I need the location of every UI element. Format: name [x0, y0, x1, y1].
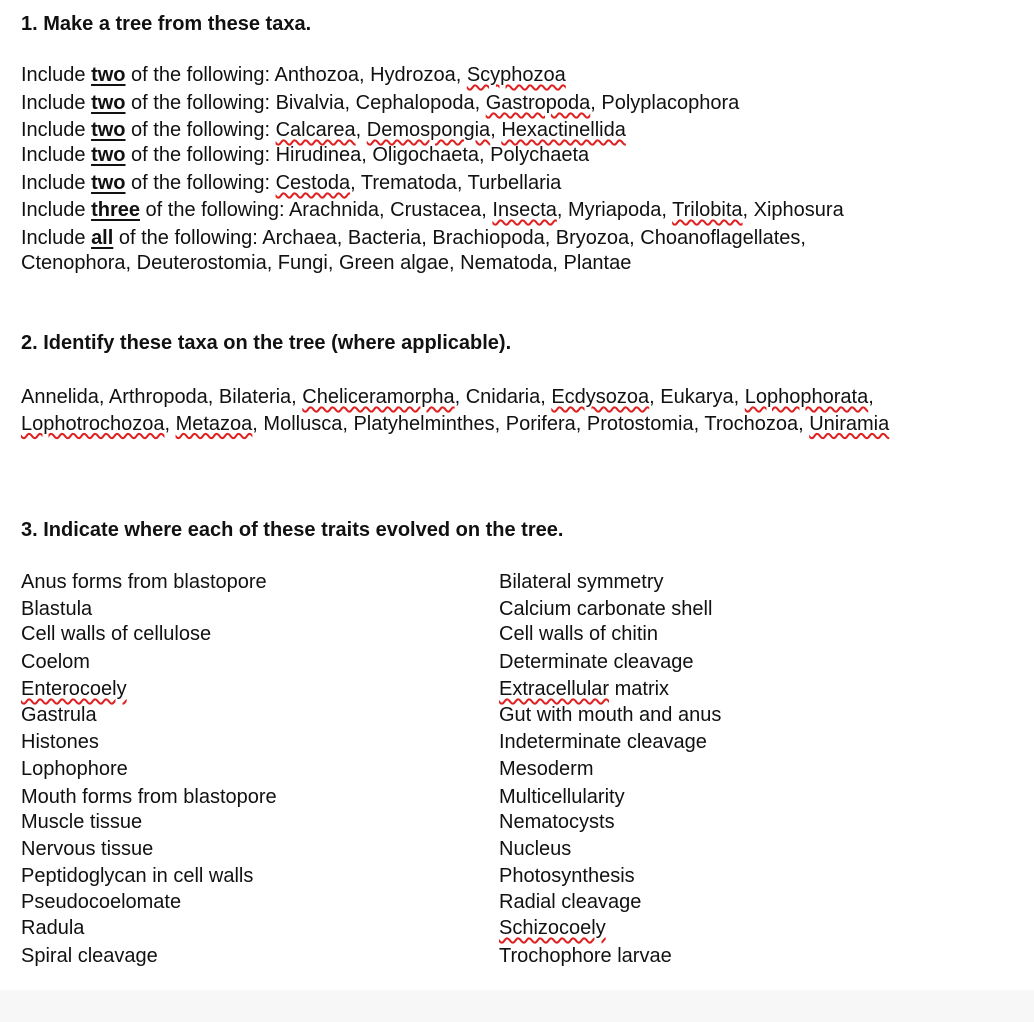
trait-item	[499, 864, 635, 888]
include-line	[21, 91, 739, 115]
quantity-keyword: two	[91, 64, 126, 86]
include-mid: of the following:	[139, 199, 289, 221]
taxon-text: , Eukarya,	[649, 386, 745, 408]
taxa-identify-paragraph	[21, 384, 981, 437]
quantity-keyword: two	[91, 92, 126, 114]
taxon-text: , Mollusca, Platyhelminthes, Porifera, Protostomia, Trochozoa,	[252, 412, 810, 435]
trait-item	[499, 650, 694, 674]
trait-item	[21, 944, 158, 968]
include-line	[21, 226, 921, 276]
taxon-spellcheck-word: Uniramia	[809, 412, 890, 435]
include-prefix: Include	[21, 227, 92, 249]
trait-item	[499, 785, 625, 809]
include-line	[21, 118, 626, 142]
include-line	[21, 63, 566, 87]
trait-item	[21, 890, 181, 914]
trait-item	[499, 570, 663, 594]
include-mid: of the following:	[125, 92, 276, 114]
quantity-keyword: two	[91, 119, 126, 141]
trait-text: Cell walls of cellulose	[21, 623, 212, 645]
taxon-spellcheck-word: Calcarea	[275, 119, 356, 141]
taxon-text: , Xiphosura	[742, 199, 844, 221]
trait-item	[499, 677, 669, 701]
trait-item	[21, 570, 267, 594]
trait-item	[21, 730, 99, 754]
trait-text: Nervous tissue	[21, 838, 154, 860]
trait-text: Anus forms from blastopore	[21, 571, 267, 593]
trait-item	[21, 677, 127, 701]
include-mid: of the following:	[125, 64, 275, 86]
trait-item	[21, 597, 92, 621]
quantity-keyword: two	[91, 144, 126, 166]
trait-item	[21, 810, 142, 834]
include-prefix: Include	[21, 64, 92, 86]
include-prefix: Include	[21, 199, 92, 221]
include-line	[21, 171, 561, 195]
taxon-spellcheck-word: Demospongia	[366, 119, 491, 141]
trait-spellcheck-word: Enterocoely	[21, 678, 127, 700]
taxon-spellcheck-word: Insecta	[492, 199, 557, 221]
taxon-text: ,	[868, 386, 874, 408]
trait-text: Blastula	[21, 598, 93, 620]
taxon-spellcheck-word: Metazoa	[175, 412, 253, 435]
include-mid: of the following:	[125, 119, 276, 141]
taxon-spellcheck-word: Lophophorata	[744, 386, 869, 408]
trait-item	[21, 785, 277, 809]
section-2-heading: 2. Identify these taxa on the tree (where applicable).	[21, 332, 512, 354]
trait-text: Radial cleavage	[499, 891, 642, 913]
trait-item	[499, 944, 672, 968]
trait-text: Gut with mouth and anus	[499, 704, 722, 726]
taxon-spellcheck-word: Ecdysozoa	[551, 386, 650, 408]
trait-item	[21, 837, 153, 861]
trait-item	[21, 622, 211, 646]
quantity-keyword: all	[91, 227, 114, 249]
trait-text: Pseudocoelomate	[21, 891, 182, 913]
trait-item	[21, 864, 253, 888]
taxon-text: Arachnida, Crustacea,	[288, 199, 493, 221]
section-3-heading: 3. Indicate where each of these traits evolved on the tree.	[21, 519, 564, 541]
trait-text: Mesoderm	[499, 758, 594, 780]
trait-text: matrix	[609, 678, 670, 700]
taxon-text: ,	[490, 119, 502, 141]
taxon-text: Hirudinea, Oligochaeta, Polychaeta	[275, 144, 590, 166]
trait-item	[499, 622, 658, 646]
include-line	[21, 143, 589, 167]
trait-item	[21, 916, 84, 940]
taxon-spellcheck-word: Cheliceramorpha	[302, 386, 455, 408]
quantity-keyword: two	[91, 172, 126, 194]
taxon-text: Annelida, Arthropoda, Bilateria,	[21, 386, 303, 408]
taxon-text: ,	[355, 119, 367, 141]
taxon-text: , Cnidaria,	[454, 386, 552, 408]
trait-text: Lophophore	[21, 758, 128, 780]
taxon-text: ,	[164, 412, 176, 435]
trait-item	[21, 703, 97, 727]
include-prefix: Include	[21, 92, 92, 114]
taxon-text: Bivalvia, Cephalopoda,	[275, 92, 486, 114]
trait-spellcheck-word: Extracellular	[499, 678, 610, 700]
trait-text: Peptidoglycan in cell walls	[21, 865, 254, 887]
taxon-spellcheck-word: Gastropoda	[485, 92, 591, 114]
include-prefix: Include	[21, 119, 92, 141]
include-mid: of the following:	[113, 227, 263, 249]
taxon-spellcheck-word: Hexactinellida	[501, 119, 626, 141]
trait-text: Calcium carbonate shell	[499, 598, 713, 620]
include-prefix: Include	[21, 144, 92, 166]
trait-item	[499, 757, 593, 781]
trait-text: Histones	[21, 731, 99, 753]
trait-text: Muscle tissue	[21, 811, 143, 833]
trait-item	[499, 916, 606, 940]
taxon-text: , Trematoda, Turbellaria	[350, 172, 562, 194]
trait-text: Photosynthesis	[499, 865, 635, 887]
trait-text: Radula	[21, 917, 85, 939]
trait-text: Nematocysts	[499, 811, 615, 833]
trait-text: Indeterminate cleavage	[499, 731, 707, 753]
taxon-text: Anthozoa, Hydrozoa,	[274, 64, 467, 86]
trait-text: Bilateral symmetry	[499, 571, 664, 593]
trait-text: Multicellularity	[499, 786, 625, 808]
trait-item	[499, 703, 721, 727]
taxon-spellcheck-word: Scyphozoa	[466, 64, 566, 86]
taxon-text: Archaea, Bacteria, Brachiopoda, Bryozoa, Choanoflagellates, Ctenophora, Deuterostomia, Fungi, Green algae, Nematoda, Plantae	[21, 227, 806, 274]
trait-text: Spiral cleavage	[21, 945, 158, 967]
trait-text: Cell walls of chitin	[499, 623, 658, 645]
include-line	[21, 198, 844, 222]
include-mid: of the following:	[125, 172, 276, 194]
section-1-heading: 1. Make a tree from these taxa.	[21, 13, 312, 35]
trait-text: Nucleus	[499, 838, 572, 860]
page-footer	[0, 990, 1034, 1022]
taxon-text: , Polyplacophora	[590, 92, 740, 114]
include-mid: of the following:	[125, 144, 276, 166]
trait-text: Gastrula	[21, 704, 97, 726]
trait-item	[21, 650, 90, 674]
trait-item	[21, 757, 128, 781]
trait-item	[499, 890, 641, 914]
include-prefix: Include	[21, 172, 92, 194]
trait-text: Coelom	[21, 651, 90, 673]
trait-item	[499, 597, 712, 621]
trait-item	[499, 837, 571, 861]
trait-item	[499, 810, 615, 834]
trait-spellcheck-word: Schizocoely	[499, 917, 606, 939]
taxon-text: , Myriapoda,	[556, 199, 673, 221]
quantity-keyword: three	[91, 199, 140, 221]
trait-text: Determinate cleavage	[499, 651, 694, 673]
taxon-spellcheck-word: Cestoda	[275, 172, 351, 194]
taxon-spellcheck-word: Lophotrochozoa	[21, 412, 165, 435]
taxon-spellcheck-word: Trilobita	[672, 199, 743, 221]
trait-item	[499, 730, 707, 754]
trait-text: Mouth forms from blastopore	[21, 786, 277, 808]
trait-text: Trochophore larvae	[499, 945, 672, 967]
